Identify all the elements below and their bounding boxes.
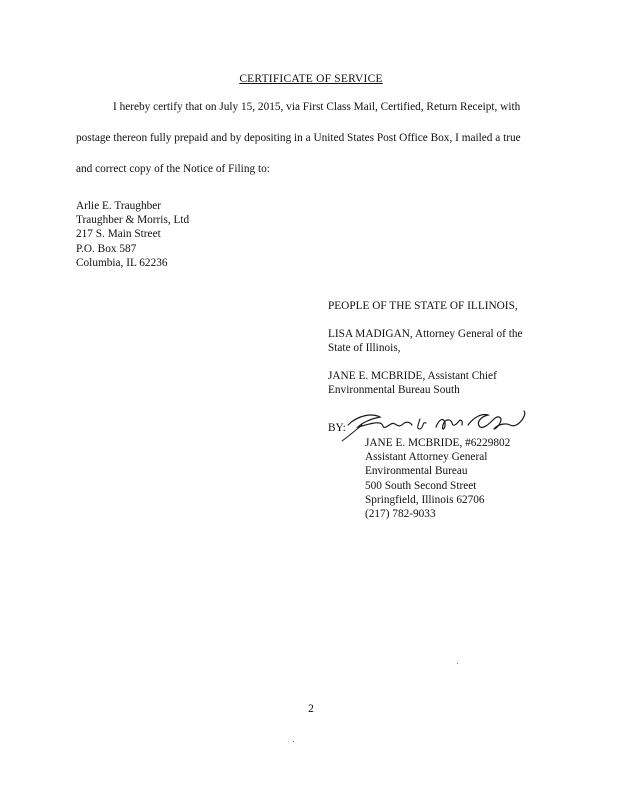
scan-speck bbox=[457, 663, 458, 664]
signer-name: JANE E. MCBRIDE, #6229802 bbox=[365, 437, 511, 449]
recipient-name: Arlie E. Traughber bbox=[76, 200, 162, 212]
recipient-firm: Traughber & Morris, Ltd bbox=[76, 214, 190, 227]
attorney-general-line-1: LISA MADIGAN, Attorney General of the bbox=[328, 328, 523, 340]
by-label: BY: bbox=[328, 422, 346, 434]
certification-line-3: and correct copy of the Notice of Filing to: bbox=[76, 163, 270, 175]
signer-block bbox=[365, 436, 510, 521]
attorney-general-block bbox=[328, 327, 523, 355]
page-number: 2 bbox=[308, 703, 314, 715]
assistant-chief-block bbox=[328, 369, 497, 397]
party-name: PEOPLE OF THE STATE OF ILLINOIS, bbox=[328, 300, 518, 312]
signer-street: 500 South Second Street bbox=[365, 479, 477, 492]
attorney-general-line-2: State of Illinois, bbox=[328, 342, 401, 355]
certification-line-2: postage thereon fully prepaid and by depositing in a United States Post Office Box, I mailed a true bbox=[76, 132, 521, 144]
recipient-city: Columbia, IL 62236 bbox=[76, 256, 168, 269]
signer-city: Springfield, Illinois 62706 bbox=[365, 493, 485, 506]
assistant-chief-line-2: Environmental Bureau South bbox=[328, 384, 460, 397]
document-title: CERTIFICATE OF SERVICE bbox=[239, 73, 383, 85]
signer-title: Assistant Attorney General bbox=[365, 451, 488, 464]
assistant-chief-line-1: JANE E. MCBRIDE, Assistant Chief bbox=[328, 370, 497, 382]
signer-phone: (217) 782-9033 bbox=[365, 508, 436, 521]
scan-speck bbox=[293, 741, 294, 742]
recipient-street: 217 S. Main Street bbox=[76, 228, 161, 241]
recipient-po-box: P.O. Box 587 bbox=[76, 242, 137, 255]
signer-bureau: Environmental Bureau bbox=[365, 465, 468, 478]
certification-line-1: I hereby certify that on July 15, 2015, via First Class Mail, Certified, Return Receipt, with bbox=[113, 101, 521, 113]
recipient-address bbox=[76, 199, 189, 270]
